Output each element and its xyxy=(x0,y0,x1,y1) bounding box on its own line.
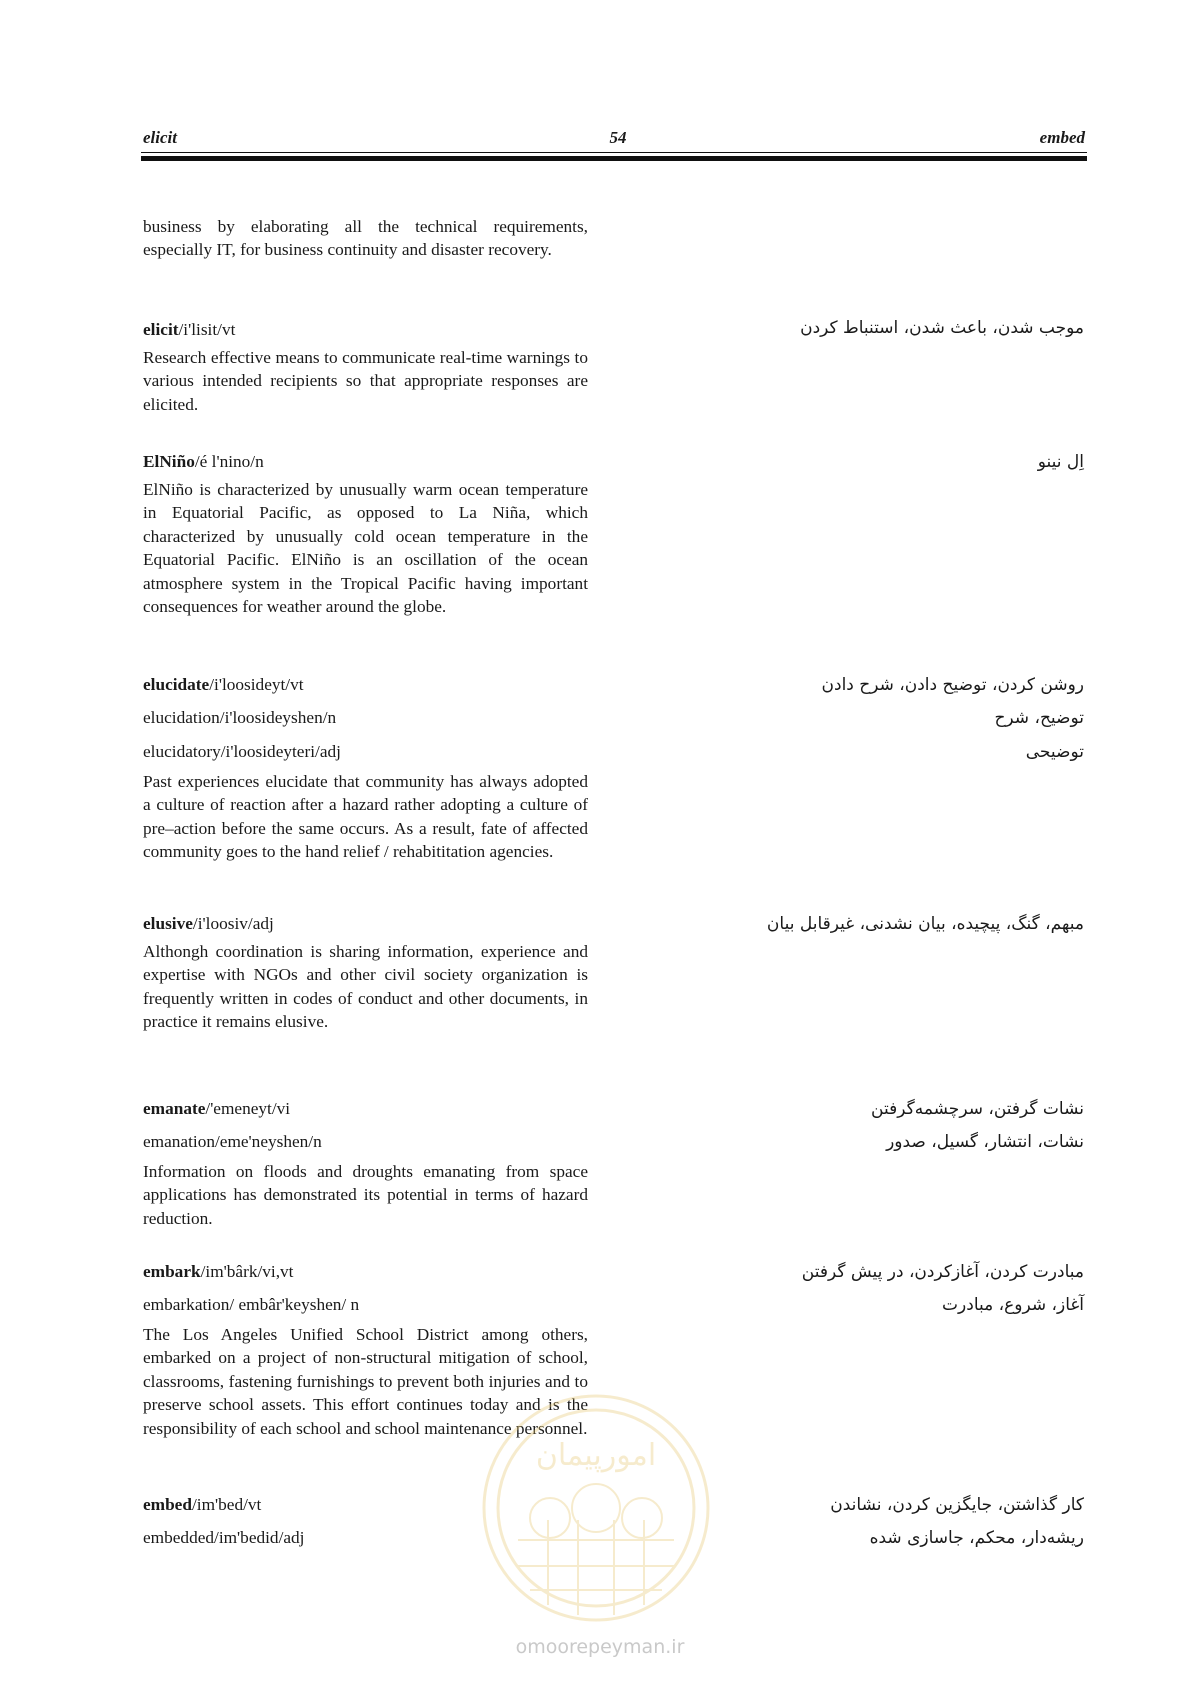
watermark-url: omoorepeyman.ir xyxy=(515,1636,685,1658)
derived-form: embedded/im'bedid/adj xyxy=(143,1528,305,1547)
entry-headword-line xyxy=(143,912,588,935)
entry-headword: emanate xyxy=(143,1099,206,1118)
derived-persian-meaning: توضیح، شرح xyxy=(994,708,1084,728)
entry-example: Past experiences elucidate that community has always adopted a culture of reaction after a hazard rather adopting a culture of pre–action before the same occurs. As a result, fate of affected community goes to the hand relief / rehabititation agencies. xyxy=(143,772,588,862)
entry-pronunciation: /'emeneyt/vi xyxy=(205,1099,291,1118)
entry-example: The Los Angeles Unified School District among others, embarked on a project of non-structural mitigation of school, classrooms, fastening furnishings to prevent both injuries and to preserve school assets. This effort continues today and is the responsibility of each school and school maintenance personnel. xyxy=(143,1325,588,1438)
running-header xyxy=(143,128,1085,154)
entry-headword: embark xyxy=(143,1262,201,1281)
entry-example: Althongh coordination is sharing information, experience and expertise with NGOs and other civil society organization is frequently written in codes of conduct and other documents, in practice it remains elusive. xyxy=(143,942,588,1032)
entry-headword-line xyxy=(143,1260,588,1283)
entry-pronunciation: /im'bed/vt xyxy=(191,1495,262,1514)
derived-persian-meaning: توضیحی xyxy=(1025,742,1084,762)
entry-headword-line xyxy=(143,673,588,696)
entry-headword-line xyxy=(143,318,588,341)
entry-persian-meaning: موجب شدن، باعث شدن، استنباط کردن xyxy=(800,318,1084,338)
entry-persian-meaning: اِل نینو xyxy=(1037,452,1084,472)
entry-example: ElNiño is characterized by unusually warm ocean temperature in Equatorial Pacific, as opposed to La Niña, which characterized by unusually cold ocean temperature in the Equatorial Pacific. ElNiño is an oscillation of the ocean atmosphere system in the Tropical Pacific having important consequences for weather around the globe. xyxy=(143,480,588,617)
watermark-seal-logo xyxy=(478,1390,714,1626)
header-rule-thick xyxy=(141,156,1087,161)
entry-headword: elicit xyxy=(143,320,179,339)
entry-persian-meaning: روشن کردن، توضیح دادن، شرح دادن xyxy=(821,675,1084,695)
entry-headword-line xyxy=(143,1097,588,1120)
entry-persian-meaning: کار گذاشتن، جایگزین کردن، نشاندن xyxy=(830,1495,1084,1515)
page-number: 54 xyxy=(609,128,627,147)
derived-form: emanation/eme'neyshen/n xyxy=(143,1132,322,1151)
entry-headword-line xyxy=(143,450,588,473)
derived-form: embarkation/ embâr'keyshen/ n xyxy=(143,1295,360,1314)
entry-pronunciation: /im'bârk/vi,vt xyxy=(200,1262,294,1281)
derived-form: elucidation/i'loosideyshen/n xyxy=(143,708,337,727)
entry-pronunciation: /i'loosiv/adj xyxy=(192,914,274,933)
entry-persian-meaning: مبهم، گنگ، پیچیده، بیان نشدنی، غیرقابل بیان xyxy=(766,914,1084,934)
derived-persian-meaning: نشات، انتشار، گسیل، صدور xyxy=(886,1132,1084,1152)
derived-persian-meaning: ریشه‌دار، محکم، جاسازی شده xyxy=(869,1528,1084,1548)
derived-form: elucidatory/i'loosideyteri/adj xyxy=(143,742,341,761)
entry-headword: elucidate xyxy=(143,675,210,694)
header-last-word: embed xyxy=(1039,128,1085,147)
entry-example: Research effective means to communicate real-time warnings to various intended recipients so that appropriate responses are elicited. xyxy=(143,348,588,414)
continuation-paragraph: business by elaborating all the technical requirements, especially IT, for business continuity and disaster recovery. xyxy=(143,217,588,260)
entry-headword: embed xyxy=(143,1495,192,1514)
entry-headword: elusive xyxy=(143,914,193,933)
entry-headword: ElNiño xyxy=(143,452,195,471)
entry-persian-meaning: مبادرت کردن، آغازکردن، در پیش گرفتن xyxy=(801,1262,1084,1282)
watermark-logo-text: امورپیمان xyxy=(535,1438,657,1473)
header-rule-thin xyxy=(141,152,1087,153)
entry-pronunciation: /i'lisit/vt xyxy=(178,320,236,339)
entry-pronunciation: /i'loosideyt/vt xyxy=(209,675,304,694)
entry-persian-meaning: نشات گرفتن، سرچشمه‌گرفتن xyxy=(871,1099,1084,1119)
derived-persian-meaning: آغاز، شروع، مبادرت xyxy=(942,1295,1084,1315)
entry-pronunciation: /é l'nino/n xyxy=(194,452,264,471)
entry-example: Information on floods and droughts emanating from space applications has demonstrated its potential in terms of hazard reduction. xyxy=(143,1162,588,1228)
header-first-word: elicit xyxy=(143,128,177,147)
